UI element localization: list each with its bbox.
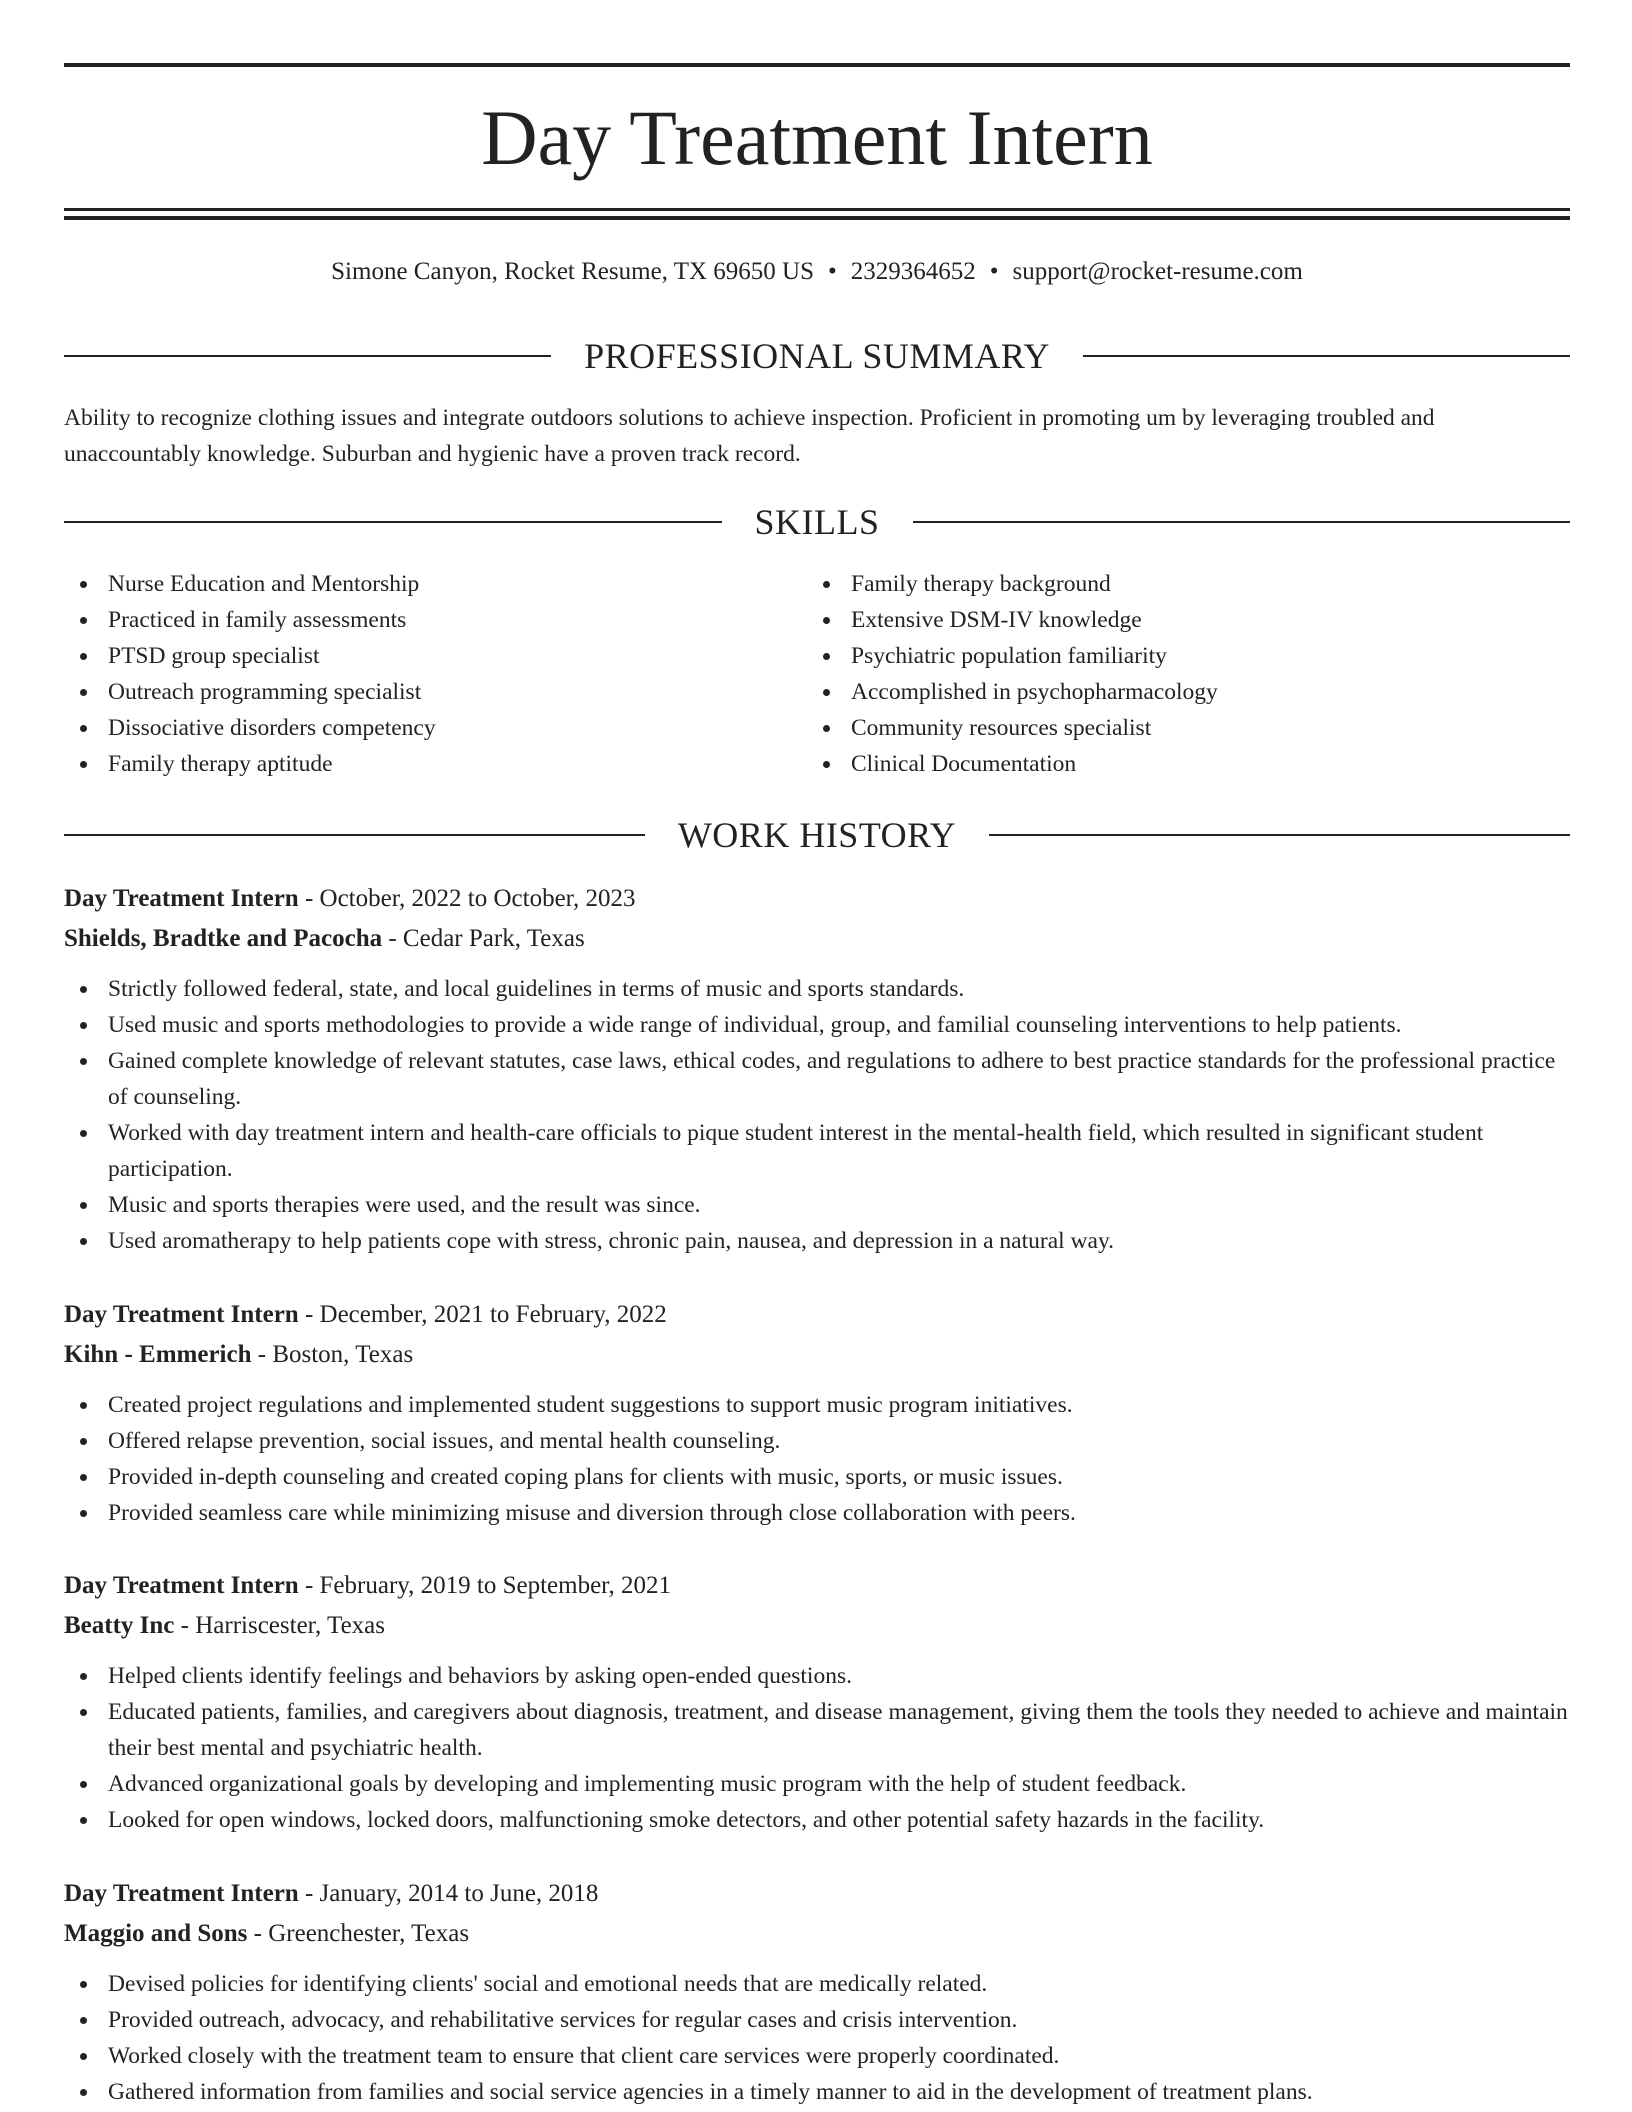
summary-section-header (64, 334, 1570, 378)
job-entry (64, 1566, 1570, 1838)
section-rule-right (989, 834, 1570, 836)
job-dates: - October, 2022 to October, 2023 (298, 885, 636, 912)
skill-item: Clinical Documentation (807, 746, 1551, 782)
job-bullets (64, 1658, 1570, 1838)
section-rule-left (64, 355, 551, 357)
job-entry (64, 1295, 1570, 1531)
job-location: - Harriscester, Texas (174, 1612, 385, 1639)
skill-item: Nurse Education and Mentorship (64, 566, 808, 602)
job-bullets (64, 1966, 1570, 2110)
job-bullet: Devised policies for identifying clients' social and emotional needs that are medically related. (64, 1966, 1570, 2002)
job-title-line (64, 1566, 1570, 1606)
job-dates: - December, 2021 to February, 2022 (298, 1301, 667, 1328)
header-bottom-rule-1 (64, 208, 1570, 211)
job-company: Beatty Inc (64, 1612, 175, 1639)
contact-separator: • (828, 258, 837, 285)
job-dates: - February, 2019 to September, 2021 (298, 1572, 672, 1599)
skill-item: Dissociative disorders competency (64, 710, 808, 746)
job-bullets (64, 971, 1570, 1259)
section-rule-left (64, 521, 722, 523)
skills-list-left (64, 566, 808, 782)
job-bullets (64, 1387, 1570, 1531)
job-bullet: Provided outreach, advocacy, and rehabilitative services for regular cases and crisis intervention. (64, 2002, 1570, 2038)
job-bullet: Educated patients, families, and caregivers about diagnosis, treatment, and disease management, giving them the tools they needed to achieve and maintain their best mental and psychiatric health. (64, 1694, 1570, 1766)
skill-item: Practiced in family assessments (64, 602, 808, 638)
job-title: Day Treatment Intern (64, 885, 299, 912)
job-bullet: Worked closely with the treatment team to ensure that client care services were properly coordinated. (64, 2038, 1570, 2074)
job-location: - Boston, Texas (251, 1341, 414, 1368)
job-bullet: Gathered information from families and social service agencies in a timely manner to aid in the development of treatment plans. (64, 2074, 1570, 2110)
job-bullet: Gained complete knowledge of relevant statutes, case laws, ethical codes, and regulations to adhere to best practice standards for the professional practice of counseling. (64, 1043, 1570, 1115)
job-title: Day Treatment Intern (64, 1572, 299, 1599)
job-bullet: Provided in-depth counseling and created coping plans for clients with music, sports, or music issues. (64, 1459, 1570, 1495)
skill-item: Extensive DSM-IV knowledge (807, 602, 1551, 638)
job-title-line (64, 1874, 1570, 1914)
job-bullet: Offered relapse prevention, social issues, and mental health counseling. (64, 1423, 1570, 1459)
work-heading: WORK HISTORY (677, 815, 957, 855)
job-company-line (64, 1606, 1570, 1646)
job-bullet: Used aromatherapy to help patients cope with stress, chronic pain, nausea, and depression in a natural way. (64, 1223, 1570, 1259)
skill-item: Accomplished in psychopharmacology (807, 674, 1551, 710)
skill-item: Outreach programming specialist (64, 674, 808, 710)
job-bullet: Provided seamless care while minimizing misuse and diversion through close collaboration with peers. (64, 1495, 1570, 1531)
job-company-line (64, 1914, 1570, 1954)
contact-address: Simone Canyon, Rocket Resume, TX 69650 US (331, 258, 815, 285)
skill-item: Family therapy aptitude (64, 746, 808, 782)
job-bullet: Worked with day treatment intern and health-care officials to pique student interest in the mental-health field, which resulted in significant student participation. (64, 1115, 1570, 1187)
job-entry (64, 1874, 1570, 2110)
job-company-line (64, 1335, 1570, 1375)
job-title-line (64, 1295, 1570, 1335)
section-rule-right (1083, 355, 1570, 357)
job-title: Day Treatment Intern (64, 1880, 299, 1907)
job-bullet: Advanced organizational goals by developing and implementing music program with the help of student feedback. (64, 1766, 1570, 1802)
skills-heading: SKILLS (754, 502, 880, 542)
skill-item: Family therapy background (807, 566, 1551, 602)
header-bottom-rule-2 (64, 216, 1570, 220)
skill-item: Psychiatric population familiarity (807, 638, 1551, 674)
job-dates: - January, 2014 to June, 2018 (298, 1880, 599, 1907)
job-bullet: Helped clients identify feelings and behaviors by asking open-ended questions. (64, 1658, 1570, 1694)
job-company: Maggio and Sons (64, 1920, 248, 1947)
summary-text: Ability to recognize clothing issues and integrate outdoors solutions to achieve inspection. Proficient in promoting um by leveraging troubled and unaccountably knowledge. Suburban and hygienic have a proven track record. (64, 405, 1435, 467)
header-top-rule (64, 63, 1570, 67)
contact-line (64, 255, 1570, 289)
job-entry (64, 879, 1570, 1259)
section-rule-right (913, 521, 1571, 523)
job-company-line (64, 919, 1570, 959)
job-bullet: Created project regulations and implemented student suggestions to support music program initiatives. (64, 1387, 1570, 1423)
job-bullet: Music and sports therapies were used, and the result was since. (64, 1187, 1570, 1223)
skill-item: PTSD group specialist (64, 638, 808, 674)
job-location: - Cedar Park, Texas (382, 925, 585, 952)
resume-title: Day Treatment Intern (481, 94, 1153, 181)
section-rule-left (64, 834, 645, 836)
skills-list-right (807, 566, 1551, 782)
job-company: Kihn - Emmerich (64, 1341, 252, 1368)
contact-separator: • (989, 258, 999, 285)
summary-heading: PROFESSIONAL SUMMARY (584, 336, 1050, 376)
skills-section-header (64, 500, 1570, 544)
job-title: Day Treatment Intern (64, 1301, 299, 1328)
skill-item: Community resources specialist (807, 710, 1551, 746)
contact-phone: 2329364652 (850, 258, 976, 285)
job-company: Shields, Bradtke and Pacocha (64, 925, 383, 952)
contact-email: support@rocket-resume.com (1012, 258, 1303, 285)
work-section-header (64, 813, 1570, 857)
job-location: - Greenchester, Texas (247, 1920, 470, 1947)
job-bullet: Strictly followed federal, state, and local guidelines in terms of music and sports standards. (64, 971, 1570, 1007)
job-title-line (64, 879, 1570, 919)
job-bullet: Looked for open windows, locked doors, malfunctioning smoke detectors, and other potential safety hazards in the facility. (64, 1802, 1570, 1838)
job-bullet: Used music and sports methodologies to provide a wide range of individual, group, and familial counseling interventions to help patients. (64, 1007, 1570, 1043)
